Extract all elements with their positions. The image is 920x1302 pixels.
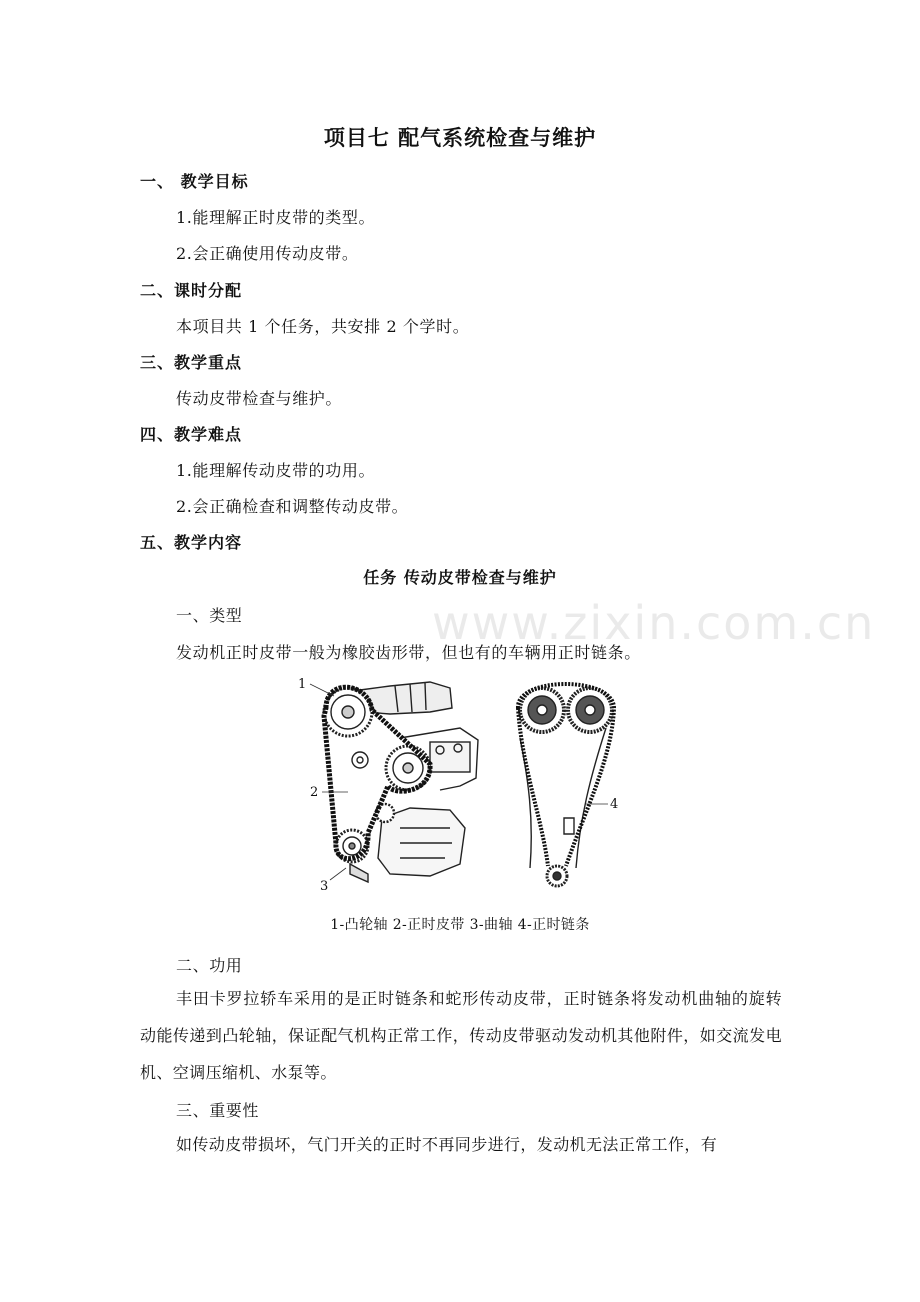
figure-label-1: 1 [298, 677, 307, 692]
function-text: 丰田卡罗拉轿车采用的是正时链条和蛇形传动皮带，正时链条将发动机曲轴的旋转动能传递到凸轮轴，保证配气机构正常工作，传动皮带驱动发动机其他附件，如交流发电机、空调压缩机、水泵等。 [140, 989, 782, 1082]
figure-label-3: 3 [320, 879, 329, 894]
figure-label-4: 4 [610, 797, 619, 812]
timing-belt-drawing [324, 682, 478, 882]
heading-key-points: 三、教学重点 [140, 353, 243, 372]
function-heading: 二、功用 [176, 956, 243, 975]
objective-item-2: 2.会正确使用传动皮带。 [176, 244, 359, 263]
heading-objectives: 一、 教学目标 [140, 172, 249, 191]
timing-chain-drawing [518, 684, 614, 886]
difficulty-item-1: 1.能理解传动皮带的功用。 [176, 461, 376, 480]
figure-caption: 1-凸轮轴 2-正时皮带 3-曲轴 4-正时链条 [330, 917, 590, 933]
page-title: 项目七 配气系统检查与维护 [323, 126, 597, 150]
key-points-text: 传动皮带检查与维护。 [176, 389, 343, 408]
heading-content: 五、教学内容 [140, 533, 243, 552]
difficulty-item-2: 2.会正确检查和调整传动皮带。 [176, 497, 409, 516]
timing-belt-chain-figure [290, 668, 640, 904]
type-text: 发动机正时皮带一般为橡胶齿形带，但也有的车辆用正时链条。 [176, 643, 641, 662]
figure-label-2: 2 [310, 785, 319, 800]
heading-hours: 二、课时分配 [140, 281, 243, 300]
hours-text: 本项目共 1 个任务，共安排 2 个学时。 [176, 317, 470, 336]
heading-difficulties: 四、教学难点 [140, 425, 243, 444]
objective-item-1: 1.能理解正时皮带的类型。 [176, 208, 376, 227]
task-title: 任务 传动皮带检查与维护 [363, 568, 557, 587]
importance-text: 如传动皮带损坏，气门开关的正时不再同步进行，发动机无法正常工作，有 [176, 1135, 718, 1154]
watermark: www.zixin.com.cn [432, 596, 876, 650]
importance-heading: 三、重要性 [176, 1101, 260, 1120]
type-heading: 一、类型 [176, 606, 243, 625]
